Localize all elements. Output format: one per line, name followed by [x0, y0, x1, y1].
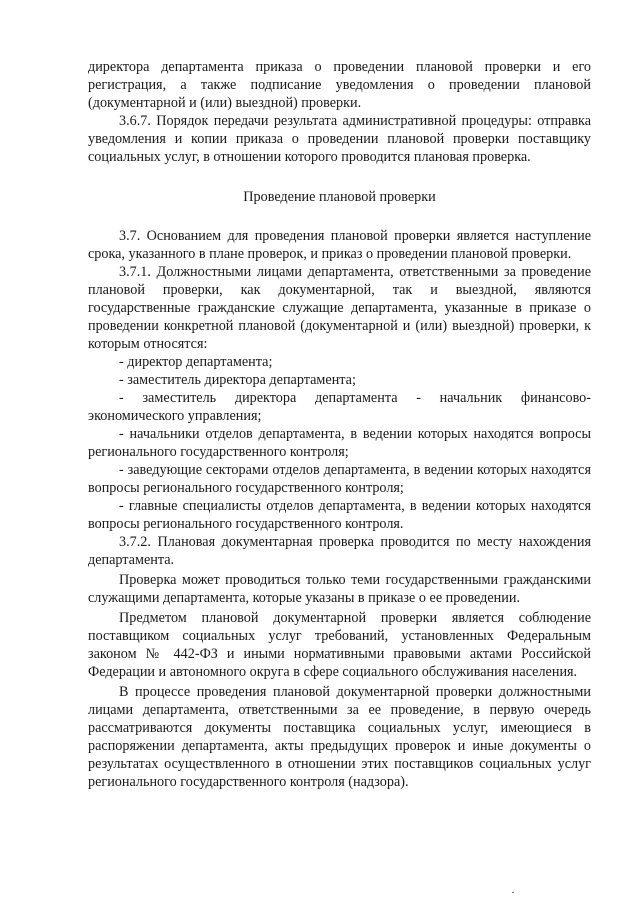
list-item: - директор департамента;: [119, 354, 273, 370]
list-item: - главные специалисты отделов департамента, в ведении которых находятся вопросы регионального государственного контроля.: [88, 498, 591, 532]
paragraph-3-7-2: 3.7.2. Плановая документарная проверка проводится по месту нахождения департамента.: [88, 534, 591, 568]
list-item: - заместитель директора департамента;: [119, 372, 356, 388]
list-item: - начальники отделов департамента, в ведении которых находятся вопросы регионального государственного контроля;: [88, 426, 591, 460]
section-spacer: [88, 206, 591, 227]
section-spacer: [88, 166, 591, 188]
paragraph-3-7-1: 3.7.1. Должностными лицами департамента, ответственными за проведение плановой проверки, как документарной, так и выездной, являются государственные гражданские служащие департамента, указанные в приказе о проведении конкретной плановой (документарной и (или) выездной) проверки, к которым относятся:: [88, 264, 591, 352]
officials-list: [88, 353, 591, 533]
document-page: [88, 58, 591, 791]
scan-speck: [512, 892, 514, 893]
list-item: - заместитель директора департамента - начальник финансово-экономического управления;: [88, 390, 591, 424]
section-heading: Проведение плановой проверки: [243, 189, 436, 205]
intro-continuation-paragraph: директора департамента приказа о проведении плановой проверки и его регистрация, а также подписание уведомления о проведении плановой (документарной и (или) выездной) проверки.: [88, 59, 591, 111]
inspection-process-paragraph: В процессе проведения плановой документарной проверки должностными лицами департамента, ответственными за ее проведение, в первую очередь рассматриваются документы поставщика социальных услуг, имеющиеся в распоряжении департамента, акты предыдущих проверок и иные документы о результатах осуществленного в отношении этих поставщиков социальных услуг регионального государственного контроля (надзора).: [88, 684, 591, 790]
inspection-subject-paragraph: Предметом плановой документарной проверки является соблюдение поставщиком социальных услуг требований, установленных Федеральным законом № 442-ФЗ и иными нормативными правовыми актами Российской Федерации и автономного округа в сфере социального обслуживания населения.: [88, 610, 591, 680]
list-item: - заведующие секторами отделов департамента, в ведении которых находятся вопросы регионального государственного контроля;: [88, 462, 591, 496]
paragraph-3-6-7: 3.6.7. Порядок передачи результата административной процедуры: отправка уведомления и копии приказа о проведении плановой проверки поставщику социальных услуг, в отношении которого проводится плановая проверка.: [88, 113, 591, 165]
paragraph-3-7: 3.7. Основанием для проведения плановой проверки является наступление срока, указанного в плане проверок, и приказ о проведении плановой проверки.: [88, 228, 591, 262]
inspection-staff-paragraph: Проверка может проводиться только теми государственными гражданскими служащими департамента, которые указаны в приказе о ее проведении.: [88, 572, 591, 606]
